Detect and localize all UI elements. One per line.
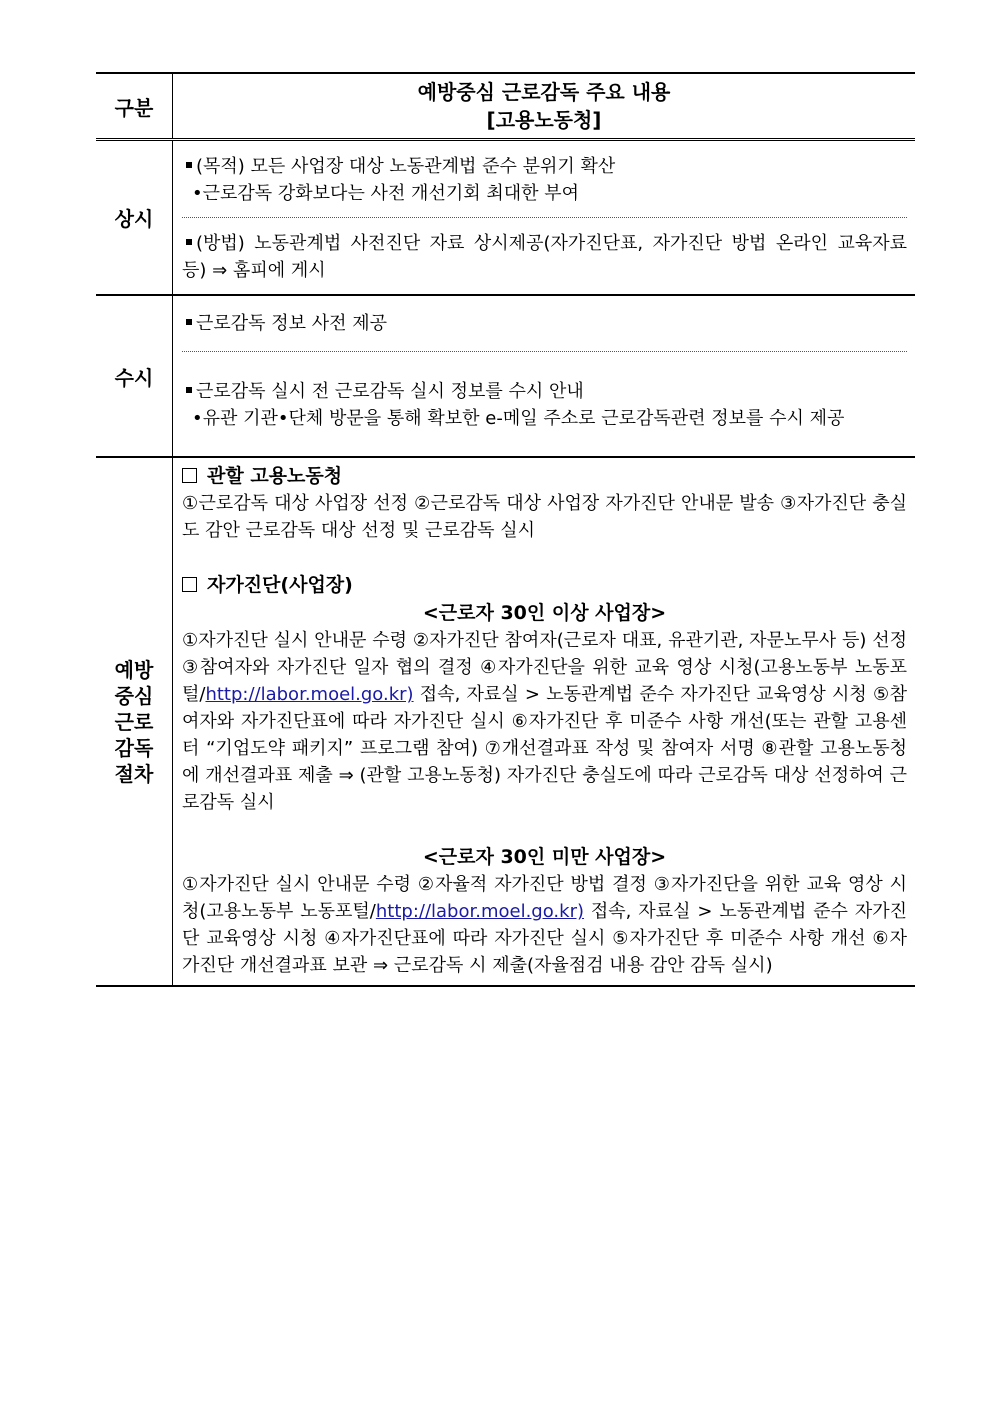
sub1-body-b: 접속, 자료실 > 노동관계법 준수 자가진단 교육영상 시청 ⑤참여자와 자가진단표에 따라 자가진단 실시 ⑥자가진단 후 미준수 사항 개선(또는 관할 고용센터 “기업도약 패키지” 프로그램 참여) ⑦개선결과표 작성 및 참여자 서명 ⑧관할 고용노동청에 개선결과표 제출 ⇒ (관할 고용노동청) 자가진단 충실도에 따라 근로감독 대상 선정하여 근로감독 실시	[182, 684, 907, 813]
square-bullet-icon	[186, 387, 192, 393]
row-susi	[96, 295, 915, 457]
row-content-sangsi	[173, 140, 916, 296]
sub2-heading: <근로자 30인 미만 사업장>	[422, 846, 667, 868]
sub2-body-a: ①자가진단 실시 안내문 수령 ②자율적 자가진단 방법 결정 ③자가진단을 위한 교육 영상 시청(고용노동부 노동포털/	[182, 874, 907, 922]
row-content-susi	[173, 295, 916, 457]
section1-body: ①근로감독 대상 사업장 선정 ②근로감독 대상 사업장 자가진단 안내문 발송 ③자가진단 충실도 감안 근로감독 대상 선정 및 근로감독 실시	[182, 493, 907, 541]
procedure-label-4: 감독	[114, 735, 154, 760]
section1-title: 관할 고용노동청	[207, 465, 343, 487]
row-label-susi: 수시	[96, 295, 173, 457]
header-col-label: 구분	[96, 73, 173, 140]
susi-item-2: 근로감독 실시 전 근로감독 실시 정보를 수시 안내 • 유관 기관•단체 방문을 통해 확보한 e-메일 주소로 근로감독관련 정보를 수시 제공	[182, 351, 907, 456]
row-procedure	[96, 457, 915, 986]
row-label-procedure	[96, 457, 173, 986]
section1-heading	[182, 462, 907, 490]
sub2-body-b: 접속, 자료실 > 노동관계법 준수 자가진단 교육영상 시청 ④자가진단표에 따라 자가진단 실시 ⑤자가진단 후 미준수 사항 개선 ⑥자가진단 개선결과표 보관 ⇒ 근로감독 시 제출(자율점검 내용 감안 감독 실시)	[182, 901, 907, 976]
section2-title: 자가진단(사업장)	[207, 574, 353, 596]
square-bullet-icon	[186, 239, 192, 245]
sangsi-item1-line2: 근로감독 강화보다는 사전 개선기회 최대한 부여	[202, 183, 579, 204]
sangsi-item-2	[182, 217, 907, 294]
sub1-heading: <근로자 30인 이상 사업장>	[422, 602, 667, 624]
susi-item2-line2: 유관 기관•단체 방문을 통해 확보한 e-메일 주소로 근로감독관련 정보를 수시 제공	[202, 408, 845, 429]
square-bullet-icon	[186, 319, 192, 325]
sub2-body	[182, 871, 907, 979]
header-title-line2: [고용노동청]	[486, 108, 602, 132]
square-bullet-icon	[186, 162, 192, 168]
section2-heading	[182, 571, 907, 599]
procedure-label-2: 중심	[114, 683, 154, 708]
row-content-procedure	[173, 457, 916, 986]
susi-item-1	[182, 296, 907, 351]
header-title	[173, 73, 916, 140]
sub1-body	[182, 627, 907, 816]
header-title-line1: 예방중심 근로감독 주요 내용	[417, 80, 671, 104]
row-label-sangsi: 상시	[96, 140, 173, 296]
labor-portal-link[interactable]: http://labor.moel.go.kr)	[205, 684, 414, 705]
procedure-label-1: 예방	[114, 657, 154, 682]
sub1-body-a: ①자가진단 실시 안내문 수령 ②자가진단 참여자(근로자 대표, 유관기관, 자문노무사 등) 선정 ③참여자와 자가진단 일자 협의 결정 ④자가진단을 위한 교육 영상 시청(고용노동부 노동포털/	[182, 630, 907, 705]
header-row	[96, 73, 915, 140]
procedure-label-3: 근로	[114, 709, 154, 734]
labor-portal-link[interactable]: http://labor.moel.go.kr)	[375, 901, 584, 922]
susi-item1-text: 근로감독 정보 사전 제공	[196, 313, 388, 334]
sangsi-item2-text: (방법) 노동관계법 사전진단 자료 상시제공(자가진단표, 자가진단 방법 온라인 교육자료 등) ⇒ 홈피에 게시	[182, 233, 907, 281]
sangsi-item-1: (목적) 모든 사업장 대상 노동관계법 준수 분위기 확산 •근로감독 강화보다는 사전 개선기회 최대한 부여	[182, 141, 907, 217]
row-sangsi	[96, 140, 915, 296]
procedure-label-5: 절차	[114, 761, 154, 786]
sangsi-item1-line1: (목적) 모든 사업장 대상 노동관계법 준수 분위기 확산	[196, 156, 616, 177]
checkbox-square-icon	[182, 577, 197, 592]
checkbox-square-icon	[182, 468, 197, 483]
procedure-table	[96, 72, 915, 987]
susi-item2-line1: 근로감독 실시 전 근로감독 실시 정보를 수시 안내	[196, 381, 584, 402]
